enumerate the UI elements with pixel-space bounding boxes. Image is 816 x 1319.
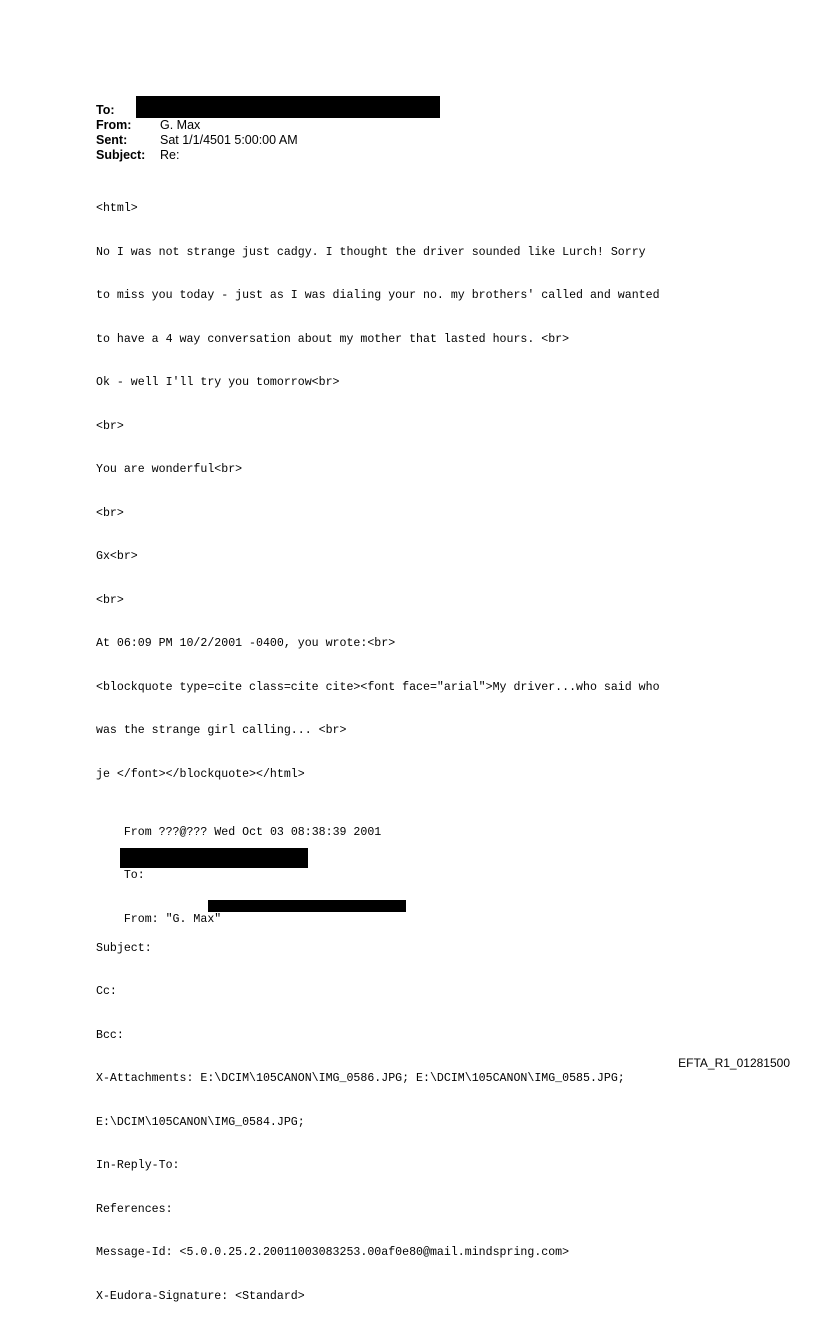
body-line: In-Reply-To: <box>96 1159 180 1172</box>
document-id: EFTA_R1_01281500 <box>678 1056 790 1070</box>
from-row <box>96 118 440 133</box>
body-line: Bcc: <box>96 1028 124 1042</box>
body-line: <br> <box>96 506 124 520</box>
body-line: was the strange girl calling... <br> <box>96 724 347 737</box>
to-label: To: <box>96 103 115 117</box>
sent-value: Sat 1/1/4501 5:00:00 AM <box>160 133 298 147</box>
body-line-text: From ???@??? Wed Oct 03 08:38:39 2001 <box>123 825 382 839</box>
subject-row <box>96 148 440 163</box>
body-line: <br> <box>96 419 124 433</box>
body-line: je </font></blockquote></html> <box>96 767 305 781</box>
sent-label: Sent: <box>96 133 128 147</box>
email-body <box>96 173 660 1319</box>
from-label: From: <box>96 118 132 132</box>
body-line: No I was not strange just cadgy. I thought the driver sounded like Lurch! Sorry <box>96 245 646 259</box>
body-line: Gx<br> <box>96 550 138 563</box>
body-line: <blockquote type=cite class=cite cite><font face="arial">My driver...who said who <box>96 680 660 694</box>
body-line: Cc: <box>96 985 117 998</box>
body-line-text: To: <box>123 869 145 882</box>
redaction-block <box>120 848 308 868</box>
body-line: to miss you today - just as I was dialing your no. my brothers' called and wanted <box>96 289 660 302</box>
body-line: X-Eudora-Signature: <Standard> <box>96 1289 305 1303</box>
body-line: <br> <box>96 593 124 607</box>
body-line: You are wonderful<br> <box>96 463 243 476</box>
body-line: X-Attachments: E:\DCIM\105CANON\IMG_0586.JPG; E:\DCIM\105CANON\IMG_0585.JPG; <box>96 1072 625 1085</box>
body-line: <html> <box>96 202 138 215</box>
body-line: References: <box>96 1202 173 1216</box>
to-row <box>96 96 440 118</box>
body-line <box>96 898 660 926</box>
redaction-block <box>208 900 406 912</box>
body-line <box>96 811 660 839</box>
body-line: Message-Id: <5.0.0.25.2.20011003083253.00af0e80@mail.mindspring.com> <box>96 1246 570 1259</box>
body-line: to have a 4 way conversation about my mother that lasted hours. <br> <box>96 332 570 346</box>
body-line: Subject: <box>96 941 152 955</box>
from-value: G. Max <box>160 118 201 132</box>
body-line: E:\DCIM\105CANON\IMG_0584.JPG; <box>96 1115 305 1129</box>
subject-value: Re: <box>160 148 180 162</box>
body-line: At 06:09 PM 10/2/2001 -0400, you wrote:<br> <box>96 637 396 650</box>
redaction-block <box>136 96 440 118</box>
email-header <box>96 96 440 163</box>
body-line <box>96 855 660 882</box>
subject-label: Subject: <box>96 148 146 162</box>
body-line: Ok - well I'll try you tomorrow<br> <box>96 376 340 389</box>
sent-row <box>96 133 440 148</box>
body-line-text: From: "G. Max" <box>123 912 222 926</box>
